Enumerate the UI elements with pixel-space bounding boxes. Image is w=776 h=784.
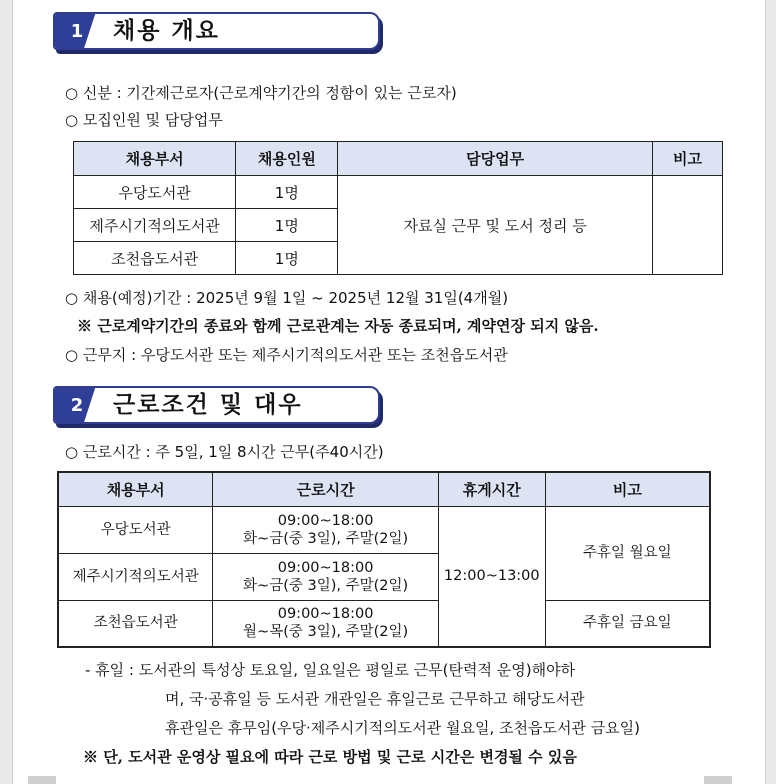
table-cell-remark [652,176,722,275]
section-2-header [53,386,383,428]
conditions-table [57,471,711,648]
th-dept: 채용부서 [58,472,213,506]
hours-days: 월~목(중 3일), 주말(2일) [243,624,409,641]
th-dept: 채용부서 [74,142,236,176]
section-1-number: 1 [55,14,99,50]
holiday-line-2: 며, 국·공휴일 등 도서관 개관일은 휴일근로 근무하고 해당도서관 [165,690,585,708]
table-cell-dept: 우당도서관 [58,506,213,553]
page-edge-left [28,776,56,784]
contract-note: ※ 근로계약기간의 종료와 함께 근로관계는 자동 종료되며, 계약연장 되지 않음. [77,317,599,335]
table-cell-count: 1명 [236,209,338,242]
hours-days: 화~금(중 3일), 주말(2일) [243,530,409,547]
table-cell-hours [213,600,438,647]
th-duty: 담당업무 [338,142,652,176]
th-break: 휴게시간 [438,472,545,506]
table-cell-break: 12:00~13:00 [438,506,545,647]
status-line: ○ 신분 : 기간제근로자(근로계약기간의 정함이 있는 근로자) [65,84,457,102]
period-line: ○ 채용(예정)기간 : 2025년 9월 1일 ~ 2025년 12월 31일(4개월) [65,289,509,307]
table-cell-remark: 주휴일 금요일 [545,600,710,647]
hours-days: 화~금(중 3일), 주말(2일) [243,577,409,594]
th-hours: 근로시간 [213,472,438,506]
hours-line: ○ 근로시간 : 주 5일, 1일 8시간 근무(주40시간) [65,443,384,461]
document-page [12,0,766,784]
hours-time: 09:00~18:00 [277,512,374,529]
recruit-line: ○ 모집인원 및 담당업무 [65,111,223,129]
holiday-line-3: 휴관일은 휴무임(우당·제주시기적의도서관 월요일, 조천읍도서관 금요일) [165,719,641,737]
table-cell-dept: 제주시기적의도서관 [58,553,213,600]
th-remark: 비고 [545,472,710,506]
table-cell-count: 1명 [236,176,338,209]
section-2-number: 2 [55,388,99,424]
work-change-note: ※ 단, 도서관 운영상 필요에 따라 근로 방법 및 근로 시간은 변경될 수 있음 [83,748,577,766]
table-cell-dept: 우당도서관 [74,176,236,209]
th-remark: 비고 [652,142,722,176]
th-count: 채용인원 [236,142,338,176]
table-cell-hours [213,553,438,600]
recruit-table [73,141,723,275]
table-cell-dept: 조천읍도서관 [74,242,236,275]
table-cell-hours [213,506,438,553]
holiday-line-1: - 휴일 : 도서관의 특성상 토요일, 일요일은 평일로 근무(탄력적 운영)해야하 [85,661,576,679]
hours-time: 09:00~18:00 [277,606,374,623]
table-cell-dept: 제주시기적의도서관 [74,209,236,242]
section-1-title: 채용 개요 [113,18,220,44]
table-cell-remark: 주휴일 월요일 [545,506,710,600]
table-cell-duty: 자료실 근무 및 도서 정리 등 [338,176,652,275]
table-cell-dept: 조천읍도서관 [58,600,213,647]
section-1-header [53,12,383,54]
workplace-line: ○ 근무지 : 우당도서관 또는 제주시기적의도서관 또는 조천읍도서관 [65,346,508,364]
hours-time: 09:00~18:00 [277,559,374,576]
page-edge-right [704,776,732,784]
table-cell-count: 1명 [236,242,338,275]
section-2-title: 근로조건 및 대우 [113,392,303,418]
